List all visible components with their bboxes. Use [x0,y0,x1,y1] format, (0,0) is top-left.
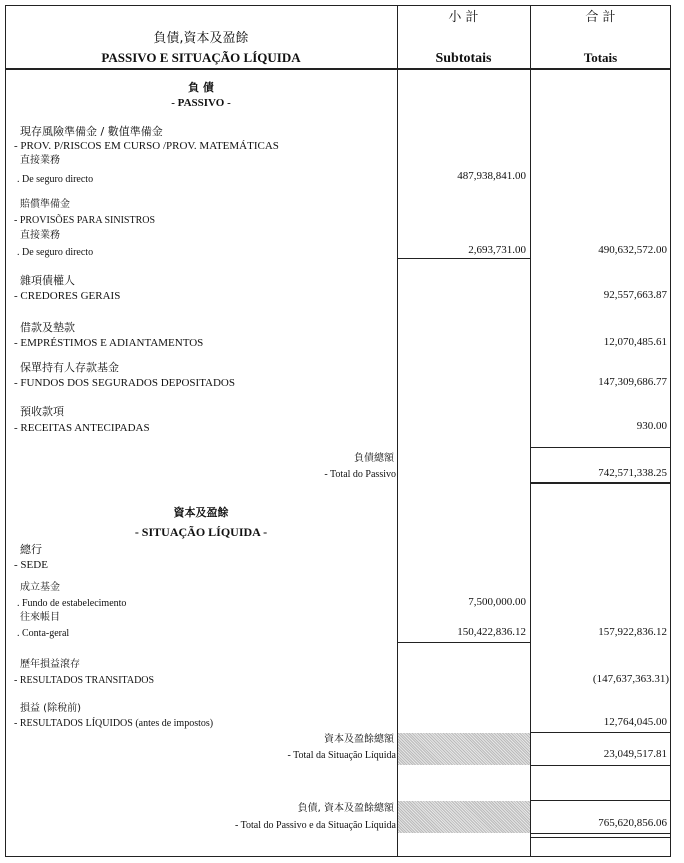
prov-sinistros-sub-zh: 直接業務 [20,230,60,241]
liquidos-zh: 損益 (除稅前) [20,703,81,714]
receitas-zh: 預收款項 [20,405,64,418]
situacao-total-value: 23,049,517.81 [603,748,667,760]
liquidos-pt: - RESULTADOS LÍQUIDOS (antes de impostos) [14,718,214,729]
prov-curso-zh: 現存風險準備金 / 數值準備金 [20,125,163,138]
credores-total: 92,557,663.87 [603,289,667,301]
receitas-pt: - RECEITAS ANTECIPADAS [14,422,150,434]
shaded-cell [398,733,530,765]
emprestimos-zh: 借款及墊款 [20,321,75,334]
header-title-zh: 負債,資本及盈餘 [153,31,249,46]
passivo-total-pt: - Total do Passivo [324,469,396,480]
passivo-total-value: 742,571,338.25 [598,467,667,479]
sede-zh: 總行 [20,543,42,556]
prov-sinistros-subtotal: 2,693,731.00 [468,244,526,256]
conta-total: 157,922,836.12 [598,626,667,638]
transitados-zh: 歷年損益滾存 [20,659,80,670]
transitados-total: (147,637,363.31) [592,673,669,685]
total-rule [530,732,671,733]
prov-sinistros-total: 490,632,572.00 [598,244,667,256]
table-bottom-border [5,856,671,857]
header-title-pt: PASSIVO E SITUAÇÃO LÍQUIDA [101,50,301,65]
fundo-subtotal: 7,500,000.00 [468,596,526,608]
total-rule [530,482,671,484]
conta-pt: . Conta-geral [17,628,70,639]
subtotal-rule [397,258,530,259]
passivo-total-zh: 負債總額 [354,453,394,464]
total-rule [530,765,671,766]
total-rule [530,800,671,801]
grand-total-pt: - Total do Passivo e da Situação Líquida [234,820,396,831]
fundo-pt: . Fundo de estabelecimento [17,598,127,609]
prov-sinistros-sub-pt: . De seguro directo [17,247,94,258]
credores-pt: - CREDORES GERAIS [14,290,121,302]
header-total-pt: Totais [583,50,618,65]
grand-total-value: 765,620,856.06 [598,817,667,829]
liquidos-total: 12,764,045.00 [603,716,667,728]
sede-pt: - SEDE [14,559,48,571]
fundos-zh: 保單持有人存款基金 [20,361,119,374]
header-separator [5,68,671,70]
situacao-heading-zh: 資本及盈餘 [173,506,229,519]
shaded-cell [398,801,530,833]
passivo-heading-zh: 負 債 [188,81,214,94]
table-top-border [5,5,671,6]
total-rule [530,447,671,448]
grand-total-zh: 負債, 資本及盈餘總額 [297,803,394,814]
situacao-total-zh: 資本及盈餘總額 [324,734,394,745]
receitas-total: 930.00 [636,420,667,432]
emprestimos-pt: - EMPRÉSTIMOS E ADIANTAMENTOS [14,337,204,349]
conta-zh: 往來帳目 [20,612,60,623]
prov-sinistros-zh: 賠償準備金 [20,199,70,210]
situacao-heading-pt: - SITUAÇÃO LÍQUIDA - [134,525,268,539]
credores-zh: 雜項債權人 [20,274,75,287]
total-rule [530,833,671,834]
fundos-pt: - FUNDOS DOS SEGURADOS DEPOSITADOS [14,377,235,389]
conta-subtotal: 150,422,836.12 [457,626,526,638]
total-rule [530,837,671,838]
table-left-border [5,5,6,857]
prov-curso-sub-zh: 直接業務 [20,155,60,166]
header-subtotal-zh: 小 計 [448,10,479,25]
column-divider-total [530,5,531,857]
situacao-total-pt: - Total da Situação Líquida [287,750,396,761]
prov-curso-pt: - PROV. P/RISCOS EM CURSO /PROV. MATEMÁTICAS [14,140,279,152]
header-total-zh: 合 計 [585,10,616,25]
prov-curso-subtotal: 487,938,841.00 [457,170,526,182]
emprestimos-total: 12,070,485.61 [603,336,667,348]
fundo-zh: 成立基金 [20,582,60,593]
table-right-border [670,5,671,857]
subtotal-rule [397,642,530,643]
fundos-total: 147,309,686.77 [598,376,667,388]
passivo-heading-pt: - PASSIVO - [171,97,231,109]
prov-curso-sub-pt: . De seguro directo [17,174,94,185]
prov-sinistros-pt: - PROVISÕES PARA SINISTROS [14,215,156,226]
column-divider-subtotal [397,5,398,857]
transitados-pt: - RESULTADOS TRANSITADOS [14,675,155,686]
header-subtotal-pt: Subtotais [435,51,492,66]
